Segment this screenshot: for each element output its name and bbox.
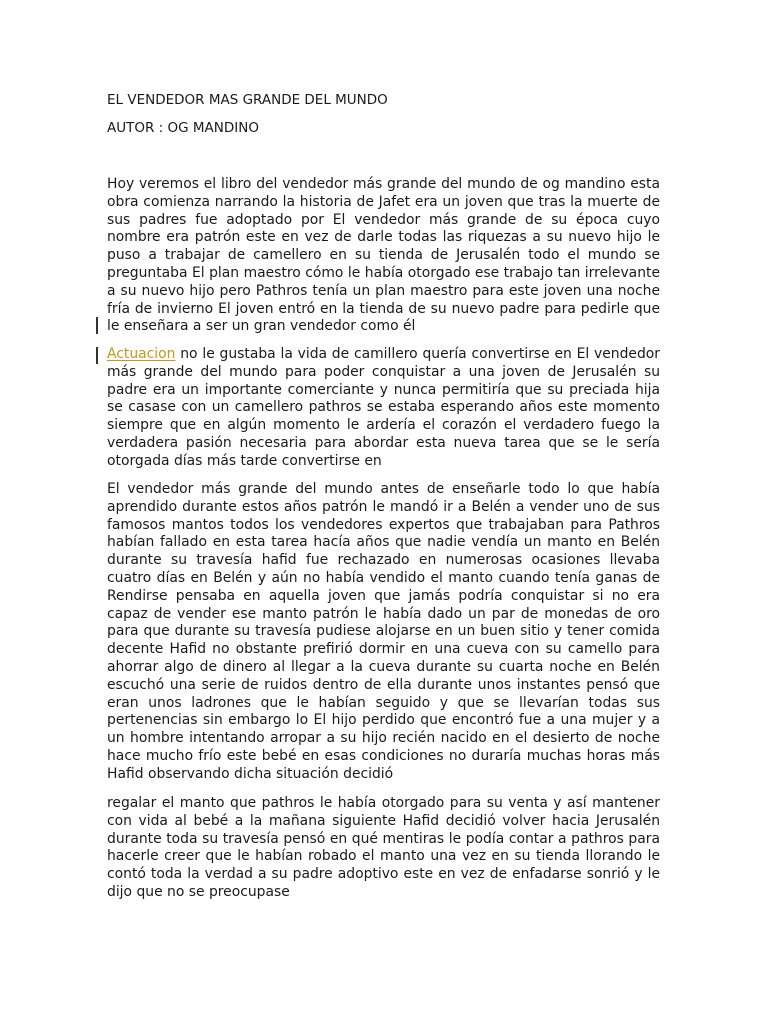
actuacion-link[interactable]: Actuacion [107,346,176,362]
paragraph-3: El vendedor más grande del mundo antes de enseñarle todo lo que había aprendido durante estos años patrón le mandó ir a Belén a vender uno de sus famosos mantos todos los vendedores expertos que trabajaban para Pathros habían fallado en esta tarea hacía años que nadie vendía un manto en Belén durante su travesía hafid fue rechazado en numerosas ocasiones llevaba cuatro días en Belén y aún no había vendido el manto cuando tenía ganas de Rendirse pensaba en aquella joven que jamás podría conquistar si no era capaz de vender ese manto patrón le había dado un par de monedas de oro para que durante su travesía pudiese alojarse en un buen sitio y tener comida decente Hafid no obstante prefirió dormir en una cueva con su camello para ahorrar algo de dinero al llegar a la cueva durante su cuarta noche en Belén escuchó una serie de ruidos dentro de ella durante unos instantes pensó que eran unos ladrones que le habían seguido y que se llevarían todas sus pertenencias sin embargo lo El hijo perdido que encontró fue a una mujer y a un hombre intentando arropar a su hijo recién nacido en el desierto de noche hace mucho frío este bebé en esas condiciones no duraría muchas horas más Hafid observando dicha situación decidió [107,481,660,782]
revision-change-bar [96,317,98,334]
revision-change-bar [96,347,98,364]
paragraph-1: Hoy veremos el libro del vendedor más grande del mundo de og mandino esta obra comienza narrando la historia de Jafet era un joven que tras la muerte de sus padres fue adoptado por El vendedor más grande de su época cuyo nombre era patrón este en vez de darle todas las riquezas a su nuevo hijo le puso a trabajar de camellero en su tienda de Jerusalén todo el mundo se preguntaba El plan maestro cómo le había otorgado ese trabajo tan irrelevante a su nuevo hijo pero Pathros tenía un plan maestro para este joven una noche fría de invierno El joven entró en la tienda de su nuevo padre para pedirle que le enseñara a ser un gran vendedor como él [107,176,660,335]
paragraph-4: regalar el manto que pathros le había otorgado para su venta y así mantener con vida al bebé a la mañana siguiente Hafid decidió volver hacia Jerusalén durante toda su travesía pensó en qué mentiras le podía contar a pathros para hacerle creer que le habían robado el manto una vez en su tienda llorando le contó toda la verdad a su padre adoptivo este en vez de enfadarse sonrió y le dijo que no se preocupase [107,795,660,900]
paragraph-2-text: no le gustaba la vida de camillero quería convertirse en El vendedor más grande del mundo para poder conquistar a una joven de Jerusalén su padre era un importante comerciante y nunca permitiría que su preciada hija se casase con un camellero pathros se estaba esperando años este momento siempre que en algún momento le ardería el corazón el verdadero fuego la verdadera pasión necesaria para abordar esta nueva tarea que se le sería otorgada días más tarde convertirse en [107,346,660,469]
paragraph-2 [107,346,660,471]
document-author: AUTOR : OG MANDINO [107,120,259,136]
document-title: EL VENDEDOR MAS GRANDE DEL MUNDO [107,92,388,108]
